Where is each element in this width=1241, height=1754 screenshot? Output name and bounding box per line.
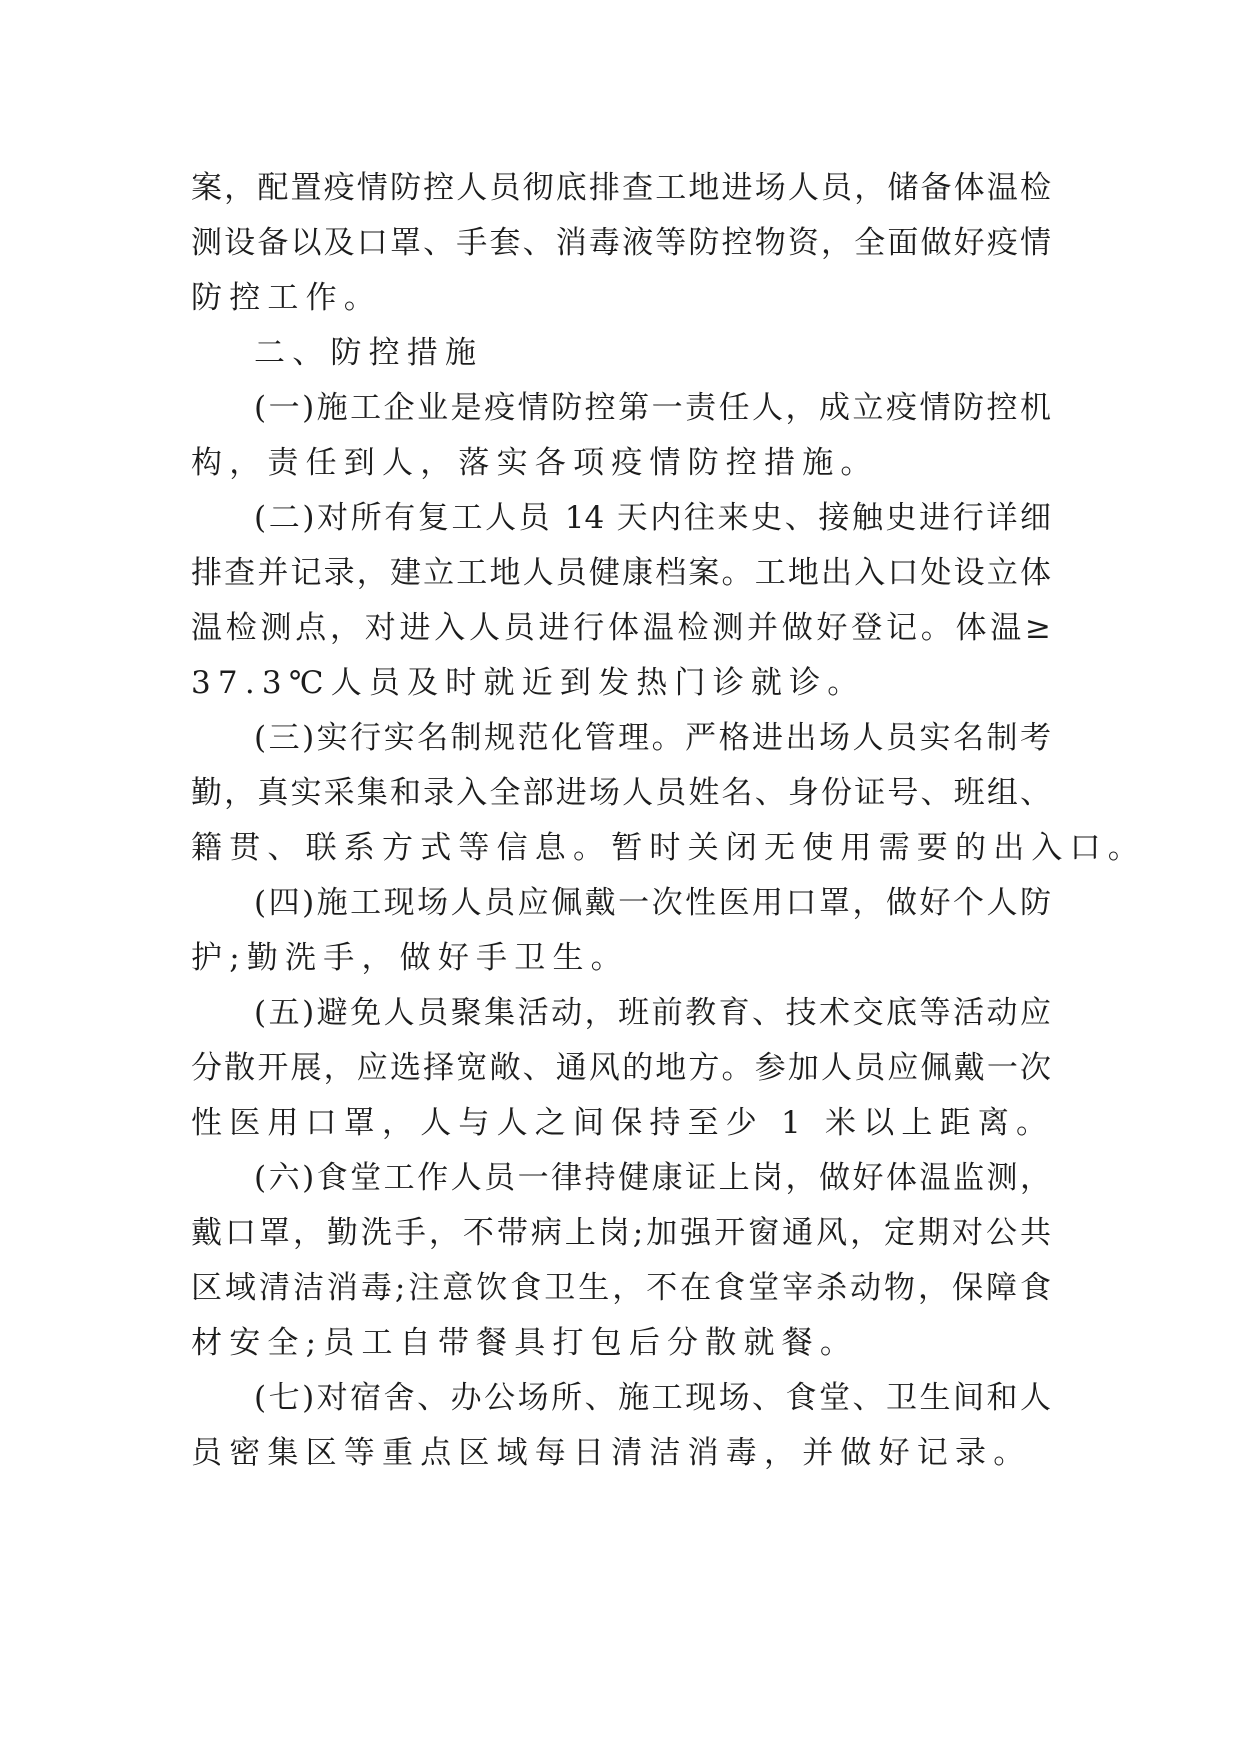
paragraph-line: 区域清洁消毒;注意饮食卫生，不在食堂宰杀动物，保障食 bbox=[191, 1270, 1051, 1306]
paragraph-line: 37.3℃人员及时就近到发热门诊就诊。 bbox=[191, 665, 866, 701]
paragraph-line: (一)施工企业是疫情防控第一责任人，成立疫情防控机 bbox=[254, 390, 1051, 426]
paragraph-line: 防控工作。 bbox=[191, 280, 382, 316]
paragraph-line: 案，配置疫情防控人员彻底排查工地进场人员，储备体温检 bbox=[191, 170, 1051, 206]
paragraph-line: 构，责任到人，落实各项疫情防控措施。 bbox=[191, 445, 879, 481]
paragraph-line: (六)食堂工作人员一律持健康证上岗，做好体温监测， bbox=[254, 1160, 1051, 1196]
paragraph-line: (三)实行实名制规范化管理。严格进出场人员实名制考 bbox=[254, 720, 1051, 756]
paragraph-line: (七)对宿舍、办公场所、施工现场、食堂、卫生间和人 bbox=[254, 1380, 1051, 1416]
paragraph-line: 测设备以及口罩、手套、消毒液等防控物资，全面做好疫情 bbox=[191, 225, 1051, 261]
paragraph-line: (五)避免人员聚集活动，班前教育、技术交底等活动应 bbox=[254, 995, 1051, 1031]
paragraph-line: 材安全;员工自带餐具打包后分散就餐。 bbox=[191, 1325, 859, 1361]
paragraph-line: (二)对所有复工人员 14 天内往来史、接触史进行详细 bbox=[254, 500, 1051, 536]
paragraph-line: 分散开展，应选择宽敞、通风的地方。参加人员应佩戴一次 bbox=[191, 1050, 1051, 1086]
paragraph-line: 戴口罩，勤洗手，不带病上岗;加强开窗通风，定期对公共 bbox=[191, 1215, 1051, 1251]
paragraph-line: 温检测点，对进入人员进行体温检测并做好登记。体温≥ bbox=[191, 610, 1051, 646]
paragraph-line: 排查并记录，建立工地人员健康档案。工地出入口处设立体 bbox=[191, 555, 1051, 591]
paragraph-line: 籍贯、联系方式等信息。暂时关闭无使用需要的出入口。 bbox=[191, 830, 1146, 866]
section-heading: 二、防控措施 bbox=[254, 335, 484, 371]
paragraph-line: 员密集区等重点区域每日清洁消毒，并做好记录。 bbox=[191, 1435, 1032, 1471]
paragraph-line: 勤，真实采集和录入全部进场人员姓名、身份证号、班组、 bbox=[191, 775, 1051, 811]
paragraph-line: 性医用口罩，人与人之间保持至少 1 米以上距离。 bbox=[191, 1105, 1055, 1141]
paragraph-line: (四)施工现场人员应佩戴一次性医用口罩，做好个人防 bbox=[254, 885, 1051, 921]
paragraph-line: 护;勤洗手，做好手卫生。 bbox=[191, 940, 629, 976]
